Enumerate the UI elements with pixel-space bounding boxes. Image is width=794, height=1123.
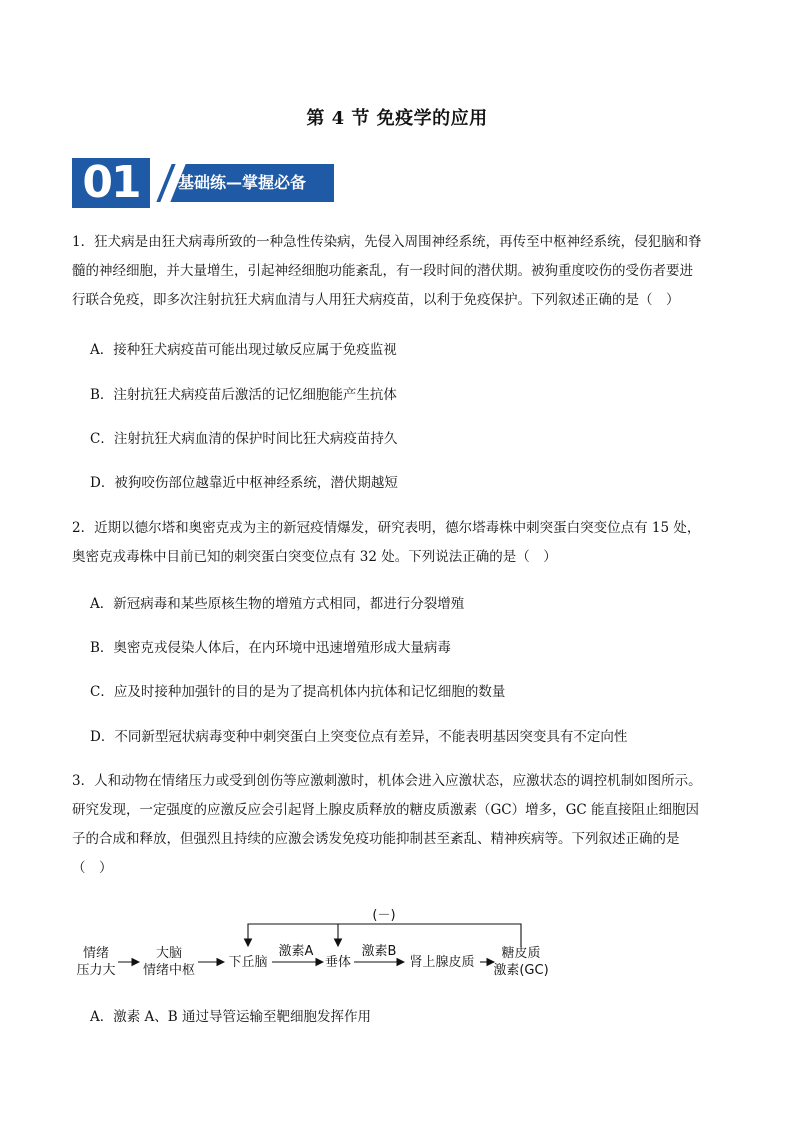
question-line: 子的合成和释放，但强烈且持续的应激会诱发免疫功能抑制甚至紊乱、精神疾病等。下列叙述正确的是 (72, 831, 680, 847)
node-gc-line1: 糖皮质 (501, 946, 541, 961)
section-number: 01 (72, 158, 150, 208)
question-line: 行联合免疫，即多次注射抗狂犬病血清与人用狂犬病疫苗，以利于免疫保护。下列叙述正确的是（ ） (72, 292, 680, 308)
stress-regulation-diagram (74, 905, 564, 985)
node-gc-line2: 激素(GC) (493, 963, 549, 978)
node-brain-line1: 大脑 (155, 946, 183, 961)
question-line: 2．近期以德尔塔和奥密克戎为主的新冠疫情爆发，研究表明，德尔塔毒株中刺突蛋白突变位点有 15 处， (72, 520, 701, 536)
q2-option-b[interactable]: B．奥密克戎侵染人体后，在内环境中迅速增殖形成大量病毒 (90, 640, 451, 656)
node-brain-line2: 情绪中枢 (142, 963, 196, 978)
question-line: 1．狂犬病是由狂犬病毒所致的一种急性传染病，先侵入周围神经系统，再传至中枢神经系统，侵犯脑和脊 (72, 234, 702, 250)
node-pituitary: 垂体 (324, 955, 352, 970)
label-hormone-a: 激素A (278, 944, 314, 959)
page-title: 第 4 节 免疫学的应用 (306, 108, 488, 129)
question-line: 3．人和动物在情绪压力或受到创伤等应激刺激时，机体会进入应激状态，应激状态的调控机制如图所示。 (72, 773, 702, 789)
q2-option-d[interactable]: D．不同新型冠状病毒变种中刺突蛋白上突变位点有差异，不能表明基因突变具有不定向性 (90, 729, 628, 745)
q1-option-d[interactable]: D．被狗咬伤部位越靠近中枢神经系统，潜伏期越短 (90, 475, 398, 491)
question-line: （ ） (72, 860, 113, 876)
node-hypothalamus: 下丘脑 (228, 955, 268, 970)
question-1-stem (72, 228, 722, 315)
node-stress-line2: 压力大 (76, 963, 116, 978)
question-2-stem (72, 514, 722, 572)
q3-option-a[interactable]: A．激素 A、B 通过导管运输至靶细胞发挥作用 (90, 1009, 372, 1025)
q1-option-b[interactable]: B．注射抗狂犬病疫苗后激活的记忆细胞能产生抗体 (90, 387, 397, 403)
label-hormone-b: 激素B (361, 944, 397, 959)
q2-option-c[interactable]: C．应及时接种加强针的目的是为了提高机体内抗体和记忆细胞的数量 (90, 684, 506, 700)
question-3-stem (72, 767, 722, 883)
feedback-label: (－) (372, 908, 396, 923)
section-label: 基础练—掌握必备 (178, 173, 307, 192)
question-line: 奥密克戎毒株中目前已知的刺突蛋白突变位点有 32 处。下列说法正确的是（ ） (72, 549, 557, 565)
section-banner (72, 158, 334, 208)
question-line: 髓的神经细胞，并大量增生，引起神经细胞功能紊乱，有一段时间的潜伏期。被狗重度咬伤的受伤者要进 (72, 263, 693, 279)
question-line: 研究发现，一定强度的应激反应会引起肾上腺皮质释放的糖皮质激素（GC）增多，GC 能直接阻止细胞因 (72, 802, 700, 818)
q2-option-a[interactable]: A．新冠病毒和某些原核生物的增殖方式相同，都进行分裂增殖 (90, 596, 465, 612)
q1-option-c[interactable]: C．注射抗狂犬病血清的保护时间比狂犬病疫苗持久 (90, 431, 398, 447)
node-adrenal-cortex: 肾上腺皮质 (409, 955, 475, 970)
q1-option-a[interactable]: A．接种狂犬病疫苗可能出现过敏反应属于免疫监视 (90, 342, 397, 358)
node-stress-line1: 情绪 (82, 946, 110, 961)
